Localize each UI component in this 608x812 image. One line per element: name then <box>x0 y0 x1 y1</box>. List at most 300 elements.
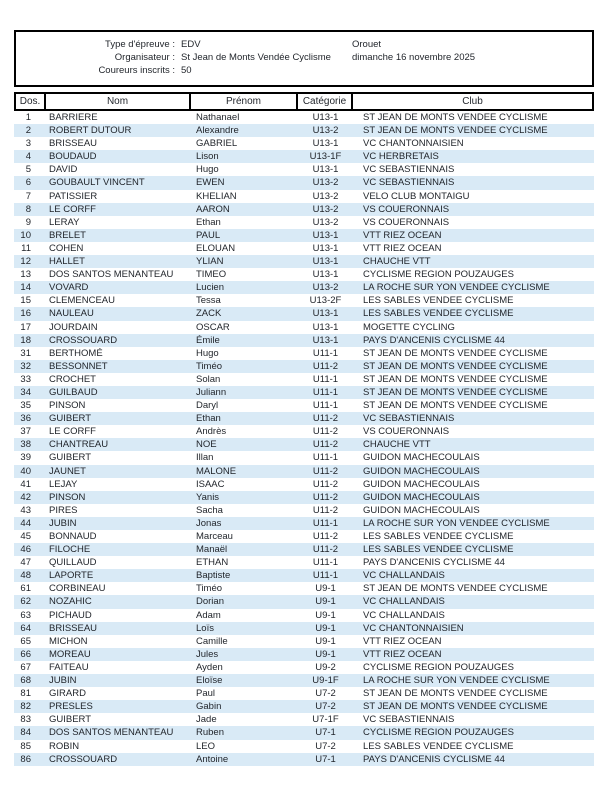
cell-club: VC SEBASTIENNAIS <box>363 413 455 425</box>
column-header-dos: Dos. <box>16 94 46 109</box>
cell-dos: 33 <box>20 373 31 385</box>
cell-nom: BONNAUD <box>49 531 97 542</box>
table-row <box>14 307 594 320</box>
cell-nom: QUILLAUD <box>49 557 97 569</box>
cell-categorie: U9-2 <box>315 661 336 673</box>
cell-club: GUIDON MACHECOULAIS <box>363 452 480 464</box>
cell-nom: PATISSIER <box>49 190 98 202</box>
cell-prenom: Lison <box>196 151 219 163</box>
cell-categorie: U9-1 <box>315 583 336 595</box>
cell-club: VC SEBASTIENNAIS <box>363 164 455 176</box>
cell-nom: JUBIN <box>49 675 77 687</box>
cell-categorie: U13-2 <box>312 203 339 215</box>
cell-categorie: U7-1F <box>312 714 339 726</box>
cell-nom: FILOCHE <box>49 544 91 556</box>
cell-dos: 40 <box>20 465 31 477</box>
table-row <box>14 203 594 216</box>
cell-categorie: U11-2 <box>312 504 339 516</box>
cell-categorie: U11-1 <box>312 347 339 359</box>
cell-categorie: U9-1 <box>315 635 336 647</box>
cell-nom: FAITEAU <box>49 661 89 673</box>
cell-categorie: U11-1 <box>312 386 339 398</box>
cell-prenom: Gabin <box>196 701 222 713</box>
cell-club: GUIDON MACHECOULAIS <box>363 478 480 490</box>
table-row <box>14 347 594 360</box>
cell-dos: 41 <box>20 478 31 490</box>
cell-prenom: Jules <box>196 648 219 660</box>
cell-prenom: ISAAC <box>196 478 225 490</box>
cell-dos: 81 <box>20 688 31 700</box>
organizer-label: Organisateur : <box>114 52 175 63</box>
cell-nom: GUILBAUD <box>49 386 98 398</box>
cell-nom: BERTHOMÉ <box>49 347 103 359</box>
table-row <box>14 517 594 530</box>
table-row <box>14 491 594 504</box>
cell-dos: 35 <box>20 400 31 412</box>
cell-categorie: U11-2 <box>312 478 339 490</box>
cell-categorie: U11-2 <box>312 531 339 542</box>
cell-categorie: U11-2 <box>312 413 339 425</box>
cell-prenom: AARON <box>196 203 230 215</box>
cell-dos: 67 <box>20 661 31 673</box>
cell-categorie: U11-1 <box>312 517 339 529</box>
cell-nom: CHANTREAU <box>49 439 109 451</box>
cell-club: PAYS D'ANCENIS CYCLISME 44 <box>363 557 505 569</box>
cell-dos: 63 <box>20 609 31 621</box>
cell-categorie: U13-1 <box>312 334 339 346</box>
cell-club: VC CHALLANDAIS <box>363 570 445 582</box>
cell-club: VS COUERONNAIS <box>363 203 450 215</box>
cell-dos: 11 <box>21 242 31 254</box>
cell-club: MOGETTE CYCLING <box>363 321 455 333</box>
table-header-row <box>14 92 594 111</box>
cell-club: LES SABLES VENDEE CYCLISME <box>363 295 514 307</box>
cell-categorie: U13-1 <box>312 256 339 268</box>
table-row <box>14 150 594 163</box>
cell-nom: LEJAY <box>49 478 78 490</box>
cell-dos: 14 <box>20 282 31 294</box>
cell-dos: 15 <box>20 295 31 307</box>
table-row <box>14 622 594 635</box>
table-row <box>14 412 594 425</box>
cell-club: VTT RIEZ OCEAN <box>363 648 442 660</box>
riders-count-value: 50 <box>181 65 192 76</box>
cell-prenom: KHELIAN <box>196 190 237 202</box>
cell-categorie: U11-2 <box>312 465 339 477</box>
cell-nom: JAUNET <box>49 465 86 477</box>
cell-nom: LAPORTE <box>49 570 94 582</box>
organizer-value: St Jean de Monts Vendée Cyclisme <box>181 52 331 63</box>
cell-categorie: U13-2 <box>312 125 339 137</box>
column-header-club: Club <box>462 96 483 107</box>
event-type-line <box>16 38 592 51</box>
cell-dos: 34 <box>20 386 31 398</box>
cell-prenom: Timéo <box>196 360 223 372</box>
cell-nom: MOREAU <box>49 648 91 660</box>
cell-nom: BARRIERE <box>49 112 98 123</box>
cell-prenom: Jade <box>196 714 217 726</box>
cell-prenom: Timéo <box>196 583 223 595</box>
table-row <box>14 661 594 674</box>
cell-dos: 12 <box>20 256 31 268</box>
cell-dos: 86 <box>20 753 31 765</box>
table-row <box>14 687 594 700</box>
table-row <box>14 111 594 124</box>
cell-categorie: U13-2 <box>312 190 339 202</box>
cell-categorie: U9-1 <box>315 622 336 634</box>
cell-categorie: U9-1 <box>315 648 336 660</box>
table-row <box>14 530 594 543</box>
cell-prenom: Adam <box>196 609 221 621</box>
cell-prenom: Ethan <box>196 413 221 425</box>
cell-club: LES SABLES VENDEE CYCLISME <box>363 544 514 556</box>
cell-club: GUIDON MACHECOULAIS <box>363 491 480 503</box>
cell-nom: GUIBERT <box>49 714 92 726</box>
table-row <box>14 674 594 687</box>
cell-dos: 5 <box>25 164 31 176</box>
cell-dos: 36 <box>20 413 31 425</box>
cell-prenom: Tessa <box>196 295 221 307</box>
cell-nom: GIRARD <box>49 688 86 700</box>
cell-dos: 85 <box>20 740 31 752</box>
column-header-prenom: Prénom <box>191 94 298 109</box>
cell-dos: 6 <box>25 177 31 189</box>
cell-prenom: NOE <box>196 439 217 451</box>
table-row <box>14 360 594 373</box>
cell-dos: 9 <box>25 216 31 228</box>
cell-nom: COHEN <box>49 242 84 254</box>
cell-dos: 2 <box>25 125 31 137</box>
cell-nom: ROBIN <box>49 740 80 752</box>
cell-nom: CROSSOUARD <box>49 334 118 346</box>
column-header-nom: Nom <box>46 94 191 109</box>
cell-club: VC SEBASTIENNAIS <box>363 714 455 726</box>
cell-prenom: Nathanael <box>196 112 240 123</box>
cell-nom: GUIBERT <box>49 413 92 425</box>
cell-prenom: LEO <box>196 740 216 752</box>
table-row <box>14 334 594 347</box>
table-row <box>14 268 594 281</box>
cell-dos: 8 <box>25 203 31 215</box>
table-row <box>14 726 594 739</box>
cell-prenom: Jonas <box>196 517 222 529</box>
cell-dos: 66 <box>20 648 31 660</box>
table-row <box>14 216 594 229</box>
cell-nom: VOVARD <box>49 282 89 294</box>
cell-dos: 31 <box>20 347 31 359</box>
cell-prenom: Lucien <box>196 282 224 294</box>
cell-dos: 39 <box>20 452 31 464</box>
cell-prenom: Ethan <box>196 216 221 228</box>
cell-prenom: YLIAN <box>196 256 224 268</box>
cell-nom: PINSON <box>49 400 86 412</box>
table-row <box>14 425 594 438</box>
table-row <box>14 648 594 661</box>
cell-categorie: U7-1 <box>315 727 336 739</box>
cell-categorie: U13-1 <box>312 242 339 254</box>
cell-club: LES SABLES VENDEE CYCLISME <box>363 308 514 320</box>
cell-prenom: Camille <box>196 635 228 647</box>
event-type-label: Type d'épreuve : <box>105 39 175 50</box>
table-row <box>14 478 594 491</box>
cell-dos: 48 <box>20 570 31 582</box>
cell-club: VC CHANTONNAISIEN <box>363 622 464 634</box>
cell-nom: BRISSEAU <box>49 138 98 150</box>
cell-prenom: Ayden <box>196 661 223 673</box>
table-row <box>14 700 594 713</box>
cell-categorie: U11-2 <box>312 426 339 438</box>
cell-categorie: U13-1 <box>312 321 339 333</box>
table-row <box>14 321 594 334</box>
cell-club: PAYS D'ANCENIS CYCLISME 44 <box>363 334 505 346</box>
cell-categorie: U11-1 <box>312 570 339 582</box>
cell-club: VC SEBASTIENNAIS <box>363 177 455 189</box>
cell-dos: 10 <box>20 229 31 241</box>
cell-nom: JOURDAIN <box>49 321 98 333</box>
cell-categorie: U11-2 <box>312 491 339 503</box>
cell-club: CHAUCHE VTT <box>363 439 431 451</box>
cell-dos: 62 <box>20 596 31 608</box>
table-row <box>14 635 594 648</box>
cell-categorie: U11-1 <box>312 452 339 464</box>
cell-categorie: U9-1 <box>315 596 336 608</box>
cell-club: LES SABLES VENDEE CYCLISME <box>363 740 514 752</box>
table-row <box>14 176 594 189</box>
table-row <box>14 255 594 268</box>
cell-nom: PICHAUD <box>49 609 92 621</box>
table-row <box>14 190 594 203</box>
cell-categorie: U9-1F <box>312 675 339 687</box>
cell-nom: LE CORFF <box>49 203 96 215</box>
cell-nom: CORBINEAU <box>49 583 106 595</box>
cell-prenom: Marceau <box>196 531 233 542</box>
cell-club: VC CHANTONNAISIEN <box>363 138 464 150</box>
cell-dos: 43 <box>20 504 31 516</box>
cell-categorie: U11-1 <box>312 373 339 385</box>
cell-club: ST JEAN DE MONTS VENDEE CYCLISME <box>363 347 548 359</box>
cell-dos: 47 <box>20 557 31 569</box>
cell-nom: LE CORFF <box>49 426 96 438</box>
cell-categorie: U13-2 <box>312 282 339 294</box>
cell-club: VC CHALLANDAIS <box>363 609 445 621</box>
event-date: dimanche 16 novembre 2025 <box>352 52 476 63</box>
cell-prenom: MALONE <box>196 465 237 477</box>
riders-count-line <box>16 64 592 77</box>
cell-categorie: U13-1 <box>312 164 339 176</box>
table-row <box>14 753 594 766</box>
cell-prenom: Juliann <box>196 386 227 398</box>
cell-categorie: U13-1 <box>312 112 339 123</box>
cell-prenom: Andrès <box>196 426 227 438</box>
table-row <box>14 740 594 753</box>
cell-club: ST JEAN DE MONTS VENDEE CYCLISME <box>363 112 548 123</box>
riders-count-label: Coureurs inscrits : <box>98 65 175 76</box>
cell-club: ST JEAN DE MONTS VENDEE CYCLISME <box>363 125 548 137</box>
cell-club: ST JEAN DE MONTS VENDEE CYCLISME <box>363 360 548 372</box>
table-row <box>14 438 594 451</box>
table-row <box>14 137 594 150</box>
table-row <box>14 543 594 556</box>
cell-club: ST JEAN DE MONTS VENDEE CYCLISME <box>363 386 548 398</box>
cell-dos: 44 <box>20 517 31 529</box>
cell-prenom: ELOUAN <box>196 242 236 254</box>
cell-prenom: Ruben <box>196 727 224 739</box>
cell-categorie: U13-1 <box>312 138 339 150</box>
cell-prenom: Daryl <box>196 400 219 412</box>
cell-prenom: Manaël <box>196 544 228 556</box>
cell-categorie: U7-1 <box>315 753 336 765</box>
table-row <box>14 582 594 595</box>
cell-dos: 16 <box>20 308 31 320</box>
cell-dos: 37 <box>20 426 31 438</box>
cell-dos: 4 <box>25 151 31 163</box>
cell-nom: GUIBERT <box>49 452 92 464</box>
organizer-line <box>16 51 592 64</box>
cell-categorie: U13-1 <box>312 269 339 281</box>
cell-nom: GOUBAULT VINCENT <box>49 177 145 189</box>
cell-club: LA ROCHE SUR YON VENDEE CYCLISME <box>363 282 550 294</box>
cell-categorie: U11-2 <box>312 360 339 372</box>
cell-prenom: Hugo <box>196 164 219 176</box>
cell-dos: 38 <box>20 439 31 451</box>
cell-nom: PINSON <box>49 491 86 503</box>
cell-categorie: U11-1 <box>312 400 339 412</box>
cell-nom: DOS SANTOS MENANTEAU <box>49 727 174 739</box>
cell-club: ST JEAN DE MONTS VENDEE CYCLISME <box>363 583 548 595</box>
cell-prenom: ETHAN <box>196 557 229 569</box>
cell-categorie: U7-2 <box>315 701 336 713</box>
cell-prenom: Yanis <box>196 491 220 503</box>
table-row <box>14 281 594 294</box>
cell-nom: JUBIN <box>49 517 77 529</box>
table-row <box>14 451 594 464</box>
cell-prenom: OSCAR <box>196 321 230 333</box>
cell-dos: 84 <box>20 727 31 739</box>
table-row <box>14 609 594 622</box>
cell-prenom: Baptiste <box>196 570 231 582</box>
cell-club: VC CHALLANDAIS <box>363 596 445 608</box>
cell-nom: DAVID <box>49 164 78 176</box>
cell-nom: HALLET <box>49 256 85 268</box>
cell-nom: LERAY <box>49 216 80 228</box>
cell-club: VTT RIEZ OCEAN <box>363 635 442 647</box>
cell-club: GUIDON MACHECOULAIS <box>363 504 480 516</box>
cell-nom: BRELET <box>49 229 86 241</box>
table-row <box>14 556 594 569</box>
table-row <box>14 504 594 517</box>
cell-prenom: Antoine <box>196 753 229 765</box>
cell-club: CYCLISME REGION POUZAUGES <box>363 727 514 739</box>
cell-club: LA ROCHE SUR YON VENDEE CYCLISME <box>363 675 550 687</box>
cell-dos: 46 <box>20 544 31 556</box>
cell-categorie: U13-2F <box>309 295 342 307</box>
cell-club: CYCLISME REGION POUZAUGES <box>363 661 514 673</box>
table-row <box>14 242 594 255</box>
cell-club: VS COUERONNAIS <box>363 426 450 438</box>
cell-prenom: Émile <box>196 334 220 346</box>
table-row <box>14 373 594 386</box>
cell-prenom: Loïs <box>196 622 214 634</box>
cell-prenom: EWEN <box>196 177 225 189</box>
table-row <box>14 465 594 478</box>
cell-categorie: U11-1 <box>312 557 339 569</box>
cell-dos: 1 <box>25 112 31 123</box>
cell-dos: 83 <box>20 714 31 726</box>
cell-nom: PRESLES <box>49 701 93 713</box>
cell-club: LA ROCHE SUR YON VENDEE CYCLISME <box>363 517 550 529</box>
cell-nom: BRISSEAU <box>49 622 98 634</box>
cell-categorie: U13-1 <box>312 229 339 241</box>
table-row <box>14 124 594 137</box>
cell-club: PAYS D'ANCENIS CYCLISME 44 <box>363 753 505 765</box>
table-row <box>14 569 594 582</box>
cell-prenom: TIMEO <box>196 269 227 281</box>
cell-nom: ROBERT DUTOUR <box>49 125 132 137</box>
cell-categorie: U7-2 <box>315 688 336 700</box>
cell-club: ST JEAN DE MONTS VENDEE CYCLISME <box>363 400 548 412</box>
cell-dos: 3 <box>25 138 31 150</box>
cell-nom: BOUDAUD <box>49 151 97 163</box>
table-rows <box>14 111 594 766</box>
cell-club: VS COUERONNAIS <box>363 216 450 228</box>
cell-dos: 13 <box>20 269 31 281</box>
table-row <box>14 595 594 608</box>
cell-club: LES SABLES VENDEE CYCLISME <box>363 531 514 542</box>
cell-prenom: Hugo <box>196 347 219 359</box>
cell-club: VTT RIEZ OCEAN <box>363 242 442 254</box>
cell-nom: CLEMENCEAU <box>49 295 115 307</box>
cell-prenom: Sacha <box>196 504 223 516</box>
cell-nom: PIRES <box>49 504 78 516</box>
cell-categorie: U13-1 <box>312 308 339 320</box>
cell-dos: 7 <box>25 190 31 202</box>
event-type-value: EDV <box>181 39 201 50</box>
cell-nom: MICHON <box>49 635 88 647</box>
cell-club: ST JEAN DE MONTS VENDEE CYCLISME <box>363 688 548 700</box>
cell-prenom: Alexandre <box>196 125 239 137</box>
cell-club: VELO CLUB MONTAIGU <box>363 190 470 202</box>
cell-dos: 45 <box>20 531 31 542</box>
cell-club: VTT RIEZ OCEAN <box>363 229 442 241</box>
event-header-box <box>14 30 594 87</box>
cell-club: VC HERBRETAIS <box>363 151 439 163</box>
cell-dos: 18 <box>20 334 31 346</box>
cell-prenom: Solan <box>196 373 221 385</box>
cell-dos: 42 <box>20 491 31 503</box>
cell-club: GUIDON MACHECOULAIS <box>363 465 480 477</box>
cell-nom: CROSSOUARD <box>49 753 118 765</box>
table-row <box>14 386 594 399</box>
cell-dos: 64 <box>20 622 31 634</box>
cell-categorie: U9-1 <box>315 609 336 621</box>
cell-nom: NAULEAU <box>49 308 94 320</box>
cell-nom: CROCHET <box>49 373 96 385</box>
cell-dos: 68 <box>20 675 31 687</box>
cell-prenom: Paul <box>196 688 216 700</box>
cell-dos: 17 <box>20 321 31 333</box>
cell-prenom: Dorian <box>196 596 224 608</box>
table-row <box>14 163 594 176</box>
cell-dos: 61 <box>20 583 31 595</box>
cell-prenom: PAUL <box>196 229 221 241</box>
cell-categorie: U11-2 <box>312 544 339 556</box>
cell-categorie: U7-2 <box>315 740 336 752</box>
table-row <box>14 294 594 307</box>
cell-dos: 32 <box>20 360 31 372</box>
cell-prenom: Eloïse <box>196 675 223 687</box>
cell-categorie: U13-1F <box>309 151 342 163</box>
cell-nom: BESSONNET <box>49 360 108 372</box>
